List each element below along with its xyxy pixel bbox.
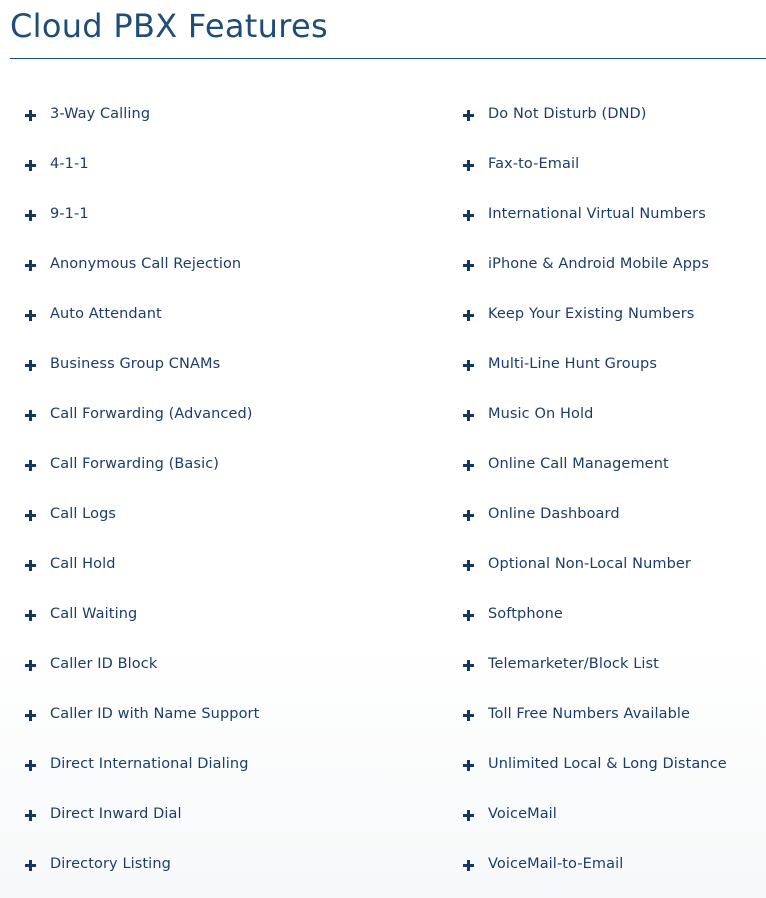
feature-label: Caller ID with Name Support — [50, 706, 260, 722]
feature-item[interactable] — [25, 89, 435, 139]
feature-item[interactable] — [25, 439, 435, 489]
feature-item[interactable] — [25, 239, 435, 289]
plus-icon[interactable] — [463, 360, 474, 371]
feature-label: International Virtual Numbers — [488, 206, 706, 222]
plus-icon[interactable] — [463, 560, 474, 571]
plus-icon[interactable] — [25, 360, 36, 371]
feature-label: 9-1-1 — [50, 206, 89, 222]
plus-icon[interactable] — [25, 460, 36, 471]
feature-label: VoiceMail — [488, 806, 557, 822]
feature-label: Directory Listing — [50, 856, 171, 872]
feature-item[interactable] — [463, 489, 763, 539]
feature-label: Caller ID Block — [50, 656, 158, 672]
feature-item[interactable] — [463, 139, 763, 189]
plus-icon[interactable] — [463, 160, 474, 171]
feature-item[interactable] — [25, 189, 435, 239]
feature-item[interactable] — [25, 139, 435, 189]
feature-label: Online Call Management — [488, 456, 669, 472]
plus-icon[interactable] — [25, 760, 36, 771]
plus-icon[interactable] — [25, 810, 36, 821]
feature-label: 3-Way Calling — [50, 106, 151, 122]
plus-icon[interactable] — [463, 210, 474, 221]
feature-item[interactable] — [25, 389, 435, 439]
feature-item[interactable] — [463, 539, 763, 589]
plus-icon[interactable] — [25, 210, 36, 221]
plus-icon[interactable] — [25, 510, 36, 521]
feature-label: 4-1-1 — [50, 156, 89, 172]
plus-icon[interactable] — [463, 510, 474, 521]
feature-label: Call Forwarding (Advanced) — [50, 406, 253, 422]
feature-item[interactable] — [25, 489, 435, 539]
feature-list-right — [463, 89, 763, 889]
feature-item[interactable] — [25, 589, 435, 639]
feature-label: Auto Attendant — [50, 306, 162, 322]
feature-label: Direct Inward Dial — [50, 806, 182, 822]
feature-item[interactable] — [463, 589, 763, 639]
feature-item[interactable] — [463, 689, 763, 739]
plus-icon[interactable] — [25, 160, 36, 171]
plus-icon[interactable] — [463, 610, 474, 621]
plus-icon[interactable] — [25, 110, 36, 121]
feature-item[interactable] — [25, 339, 435, 389]
feature-label: Anonymous Call Rejection — [50, 256, 242, 272]
feature-item[interactable] — [463, 389, 763, 439]
plus-icon[interactable] — [463, 660, 474, 671]
feature-label: Call Forwarding (Basic) — [50, 456, 220, 472]
feature-item[interactable] — [463, 639, 763, 689]
plus-icon[interactable] — [25, 260, 36, 271]
feature-item[interactable] — [463, 239, 763, 289]
feature-label: Keep Your Existing Numbers — [488, 306, 695, 322]
feature-label: Call Waiting — [50, 606, 138, 622]
plus-icon[interactable] — [25, 560, 36, 571]
feature-label: Toll Free Numbers Available — [488, 706, 691, 722]
plus-icon[interactable] — [463, 410, 474, 421]
plus-icon[interactable] — [463, 110, 474, 121]
plus-icon[interactable] — [25, 410, 36, 421]
feature-label: Optional Non-Local Number — [488, 556, 691, 572]
feature-item[interactable] — [463, 189, 763, 239]
title-divider — [10, 58, 766, 59]
feature-item[interactable] — [25, 839, 435, 889]
feature-item[interactable] — [463, 289, 763, 339]
feature-item[interactable] — [463, 839, 763, 889]
feature-label: Fax-to-Email — [488, 156, 580, 172]
feature-item[interactable] — [25, 789, 435, 839]
plus-icon[interactable] — [463, 260, 474, 271]
feature-label: Online Dashboard — [488, 506, 620, 522]
feature-label: Telemarketer/Block List — [488, 656, 659, 672]
feature-label: Call Logs — [50, 506, 117, 522]
feature-item[interactable] — [463, 89, 763, 139]
plus-icon[interactable] — [25, 660, 36, 671]
plus-icon[interactable] — [463, 310, 474, 321]
page-title: Cloud PBX Features — [10, 7, 328, 45]
feature-item[interactable] — [463, 789, 763, 839]
plus-icon[interactable] — [25, 310, 36, 321]
feature-item[interactable] — [25, 289, 435, 339]
feature-item[interactable] — [25, 639, 435, 689]
feature-label: Business Group CNAMs — [50, 356, 221, 372]
feature-item[interactable] — [463, 439, 763, 489]
feature-item[interactable] — [463, 339, 763, 389]
plus-icon[interactable] — [463, 760, 474, 771]
feature-item[interactable] — [463, 739, 763, 789]
plus-icon[interactable] — [25, 860, 36, 871]
feature-label: Softphone — [488, 606, 563, 622]
plus-icon[interactable] — [463, 810, 474, 821]
plus-icon[interactable] — [463, 860, 474, 871]
feature-label: Unlimited Local & Long Distance — [488, 756, 727, 772]
feature-label: Do Not Disturb (DND) — [488, 106, 647, 122]
feature-label: Multi-Line Hunt Groups — [488, 356, 657, 372]
feature-label: Music On Hold — [488, 406, 594, 422]
feature-item[interactable] — [25, 739, 435, 789]
plus-icon[interactable] — [25, 710, 36, 721]
feature-label: VoiceMail-to-Email — [488, 856, 624, 872]
feature-item[interactable] — [25, 689, 435, 739]
feature-label: Direct International Dialing — [50, 756, 249, 772]
feature-list-left — [25, 89, 435, 889]
plus-icon[interactable] — [463, 710, 474, 721]
feature-label: Call Hold — [50, 556, 116, 572]
feature-item[interactable] — [25, 539, 435, 589]
plus-icon[interactable] — [463, 460, 474, 471]
plus-icon[interactable] — [25, 610, 36, 621]
feature-label: iPhone & Android Mobile Apps — [488, 256, 709, 272]
